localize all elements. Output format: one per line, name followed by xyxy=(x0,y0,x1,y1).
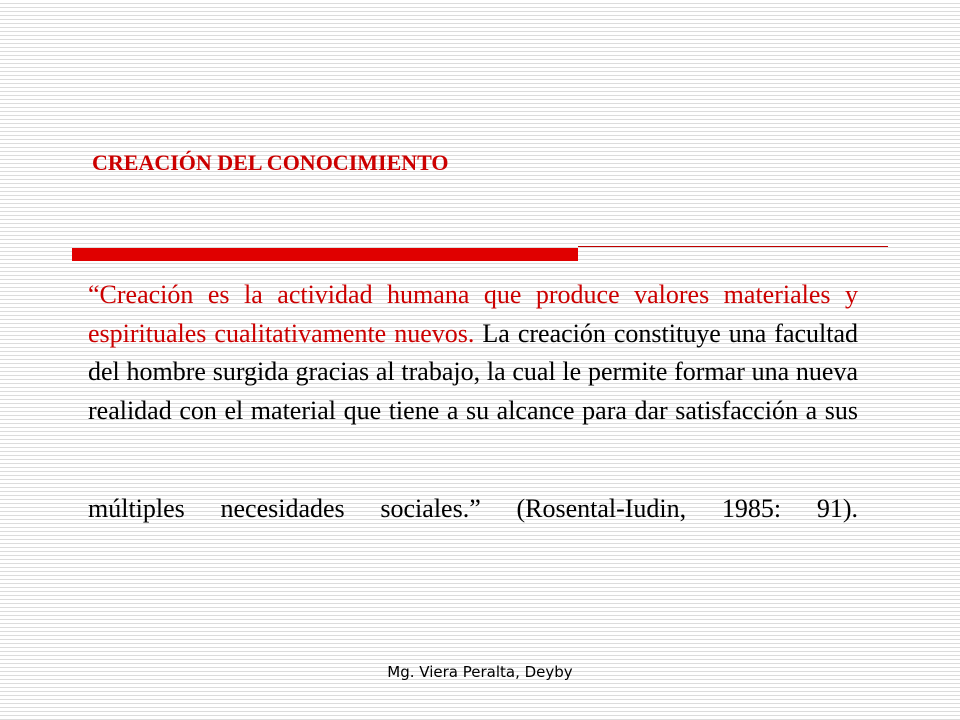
quote-paragraph xyxy=(88,276,858,430)
title-underline-thick xyxy=(72,248,578,261)
slide-title: CREACIÓN DEL CONOCIMIENTO xyxy=(92,150,449,175)
quote-black-text: La creación constituye una facultad del hombre surgida gracias al trabajo, la cual le permite formar una nueva realidad con el material que tiene a su alcance para dar satisfacción a sus xyxy=(88,318,859,425)
quote-red-text: “Creación es la actividad humana que produce valores materiales y espirituales cualitativamente nuevos. xyxy=(88,280,858,348)
quote-last-line: múltiples necesidades sociales.” (Rosental-Iudin, 1985: 91). xyxy=(88,494,858,523)
title-underline-thin xyxy=(578,246,888,247)
footer-author: Mg. Viera Peralta, Deyby xyxy=(387,663,573,681)
